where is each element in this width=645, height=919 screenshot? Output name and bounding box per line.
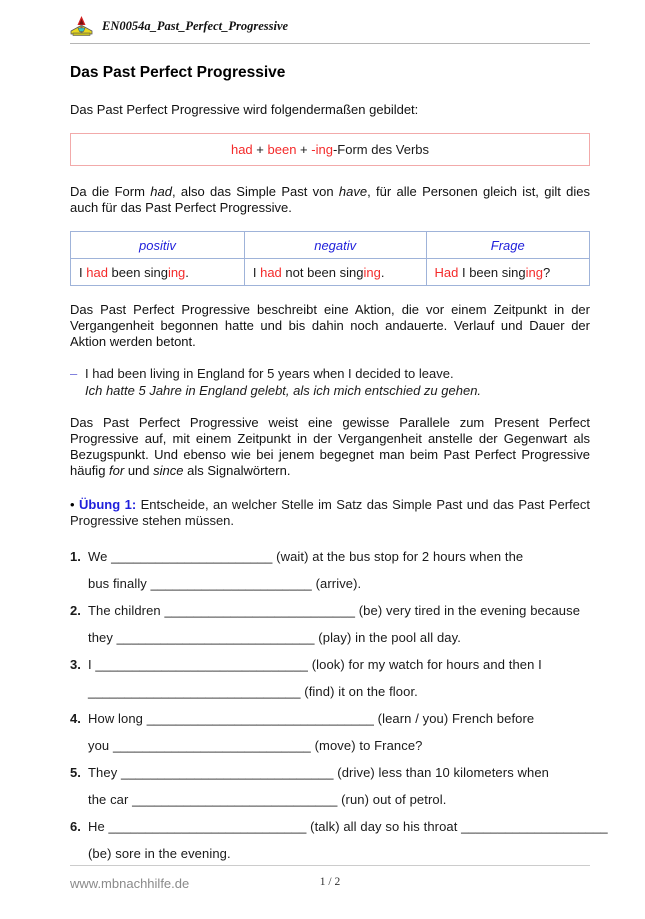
text-segment: + [296,142,312,157]
example-german-translation: Ich hatte 5 Jahre in England gelebt, als ich mich entschied zu gehen. [85,383,482,398]
site-url: www.mbnachhilfe.de [70,876,190,891]
text-segment: -ing [311,142,333,157]
item-number: 4. [70,711,81,726]
text-segment: + [252,142,268,157]
item-lines [88,705,590,759]
table-header-negativ: negativ [244,232,426,259]
item-lines [88,543,590,597]
item-line: I _____________________________ (look) for my watch for hours and then I [88,657,542,672]
item-line: bus finally ______________________ (arrive). [88,576,362,591]
item-number: 6. [70,819,81,834]
text-segment: I [79,264,87,280]
item-lines [88,651,590,705]
item-number: 5. [70,765,81,780]
item-line: The children __________________________ (be) very tired in the evening because [88,603,581,618]
text-segment: have [338,184,368,199]
item-number: 1. [70,549,81,564]
exercise-item [70,651,590,705]
item-line: they ___________________________ (play) in the pool all day. [88,630,461,645]
exercise-instructions: Entscheide, an welcher Stelle im Satz das Simple Past und das Past Perfect Progressive stehen müssen. [70,497,590,528]
table-header-positiv: positiv [71,232,245,259]
text-segment: I [252,264,261,280]
item-line: _____________________________ (find) it on the floor. [88,684,418,699]
text-segment: Had [434,264,459,280]
text-segment: als Signalwörtern. [183,463,291,478]
item-lines [88,759,590,813]
text-segment: had [86,264,108,280]
paragraph-form-rule [70,184,590,216]
paragraph-usage: Das Past Perfect Progressive beschreibt eine Aktion, die vor einem Zeitpunkt in der Vergangenheit begonnen hatte und bis dahin noch andauerte. Verlauf und Dauer der Aktion werden betont. [70,302,590,349]
exercise-label: Übung 1: [79,497,137,512]
text-segment: ing [525,264,543,280]
document-header [70,0,590,44]
text-segment: . [185,264,189,280]
page-number: 1 / 2 [319,876,341,888]
page-title: Das Past Perfect Progressive [70,64,286,81]
item-lines [88,813,608,867]
example-dash: – [70,366,78,381]
text-segment: since [153,463,184,478]
item-number: 3. [70,657,81,672]
item-line: (be) sore in the evening. [88,846,231,861]
text-segment: ? [542,264,551,280]
formula-box [70,133,590,166]
text-segment: I been sing [458,264,526,280]
exercise-item [70,597,590,651]
example-english-sentence: I had been living in England for 5 years when I decided to leave. [85,366,454,381]
exercise-heading [70,497,590,529]
text-segment: had [150,184,172,199]
mountain-book-logo-icon [70,16,93,37]
item-line: They _____________________________ (drive) less than 10 kilometers when [88,765,549,780]
text-segment: , für alle Personen gleich ist, gilt dies auch für das Past Perfect Progressive. [70,184,590,215]
text-segment: Da die Form [70,184,151,199]
item-line: the car ____________________________ (run) out of petrol. [88,792,447,807]
table-cell-positive-example [71,259,245,286]
text-segment: had [230,142,253,157]
exercise-item [70,543,590,597]
table-header-frage: Frage [426,232,590,259]
table-cell-negative-example [244,259,426,286]
exercise-item [70,813,608,867]
table-cell-question-example [426,259,590,286]
grammar-table [70,231,590,286]
item-lines [88,597,590,651]
page-footer [70,865,590,891]
text-segment: ing [363,264,381,280]
exercise-list [70,543,608,867]
exercise-bullet: • [70,497,75,512]
example-block [70,365,590,399]
intro-paragraph: Das Past Perfect Progressive wird folgendermaßen gebildet: [70,102,419,117]
item-line: you ___________________________ (move) to France? [88,738,423,753]
text-segment: been sing [107,264,168,280]
text-segment: had [260,264,282,280]
item-number: 2. [70,603,81,618]
exercise-item [70,705,590,759]
text-segment: ing [167,264,186,280]
exercise-item [70,759,590,813]
text-segment: , also das Simple Past von [171,184,339,199]
text-segment: und [124,463,154,478]
text-segment: not been sing [281,264,364,280]
document-filename: EN0054a_Past_Perfect_Progressive [102,19,289,33]
item-line: He ___________________________ (talk) all day so his throat ____________________ [88,819,608,834]
text-segment: . [380,264,385,280]
text-segment: Das Past Perfect Progressive weist eine gewisse Parallele zum Present Perfect Progressive auf, mit einem Zeitpunkt in der Vergangenheit anstelle der Gegenwart als Bezugspunkt. Und ebenso wie bei jenem begegnet man beim Past Perfect Progressive häufig [70,415,590,478]
text-segment: -Form des Verbs [332,142,430,157]
text-segment: been [267,142,297,157]
item-line: How long _______________________________ (learn / you) French before [88,711,535,726]
paragraph-parallel [70,415,590,479]
text-segment: for [109,463,125,478]
item-line: We ______________________ (wait) at the bus stop for 2 hours when the [88,549,524,564]
